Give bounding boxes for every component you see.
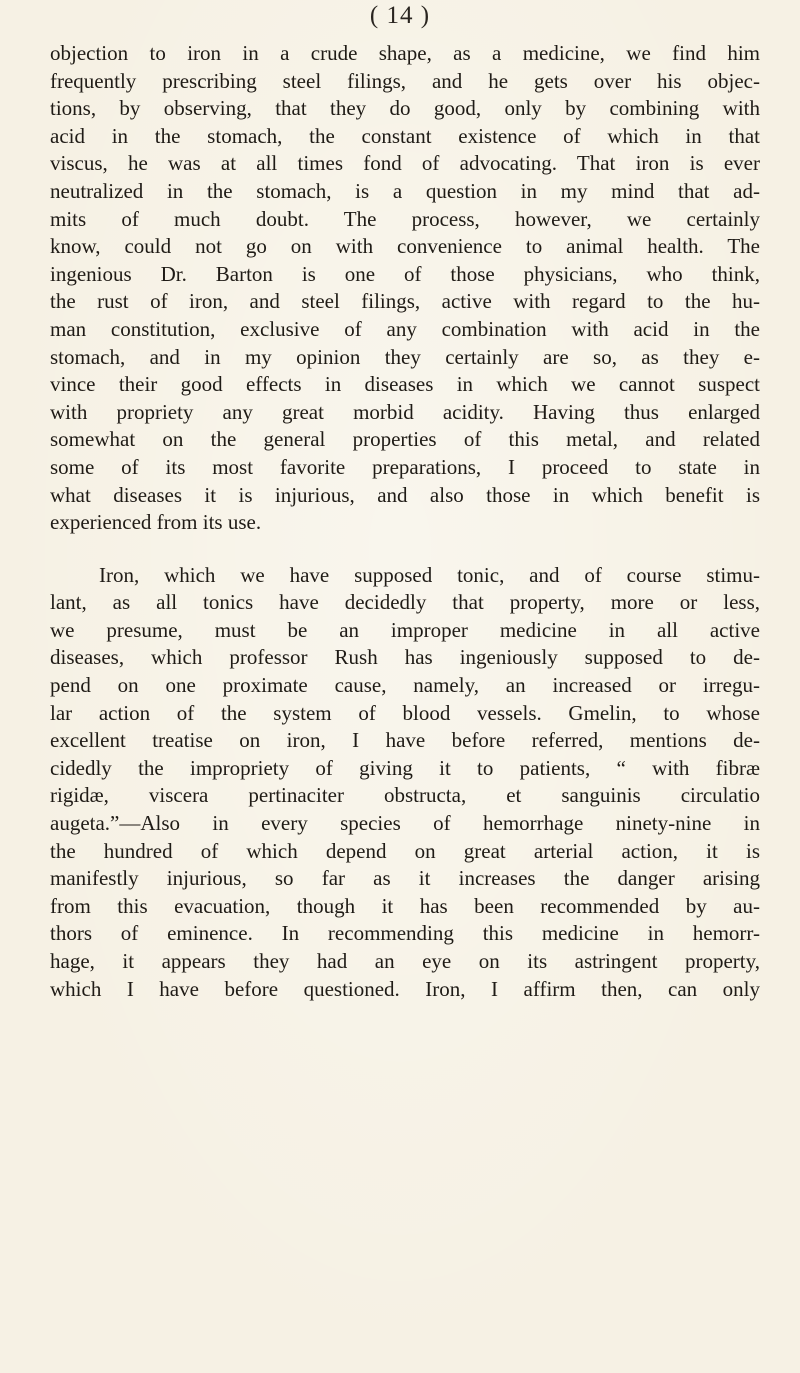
text-line: the rust of iron, and steel filings, active with regard to the hu-	[50, 289, 760, 314]
text-line: excellent treatise on iron, I have before referred, mentions de-	[50, 728, 760, 753]
text-line: neutralized in the stomach, is a question in my mind that ad-	[50, 178, 760, 203]
text-line: Iron, which we have supposed tonic, and of course stimu-	[99, 562, 760, 587]
text-line: stomach, and in my opinion they certainly are so, as they e-	[50, 344, 760, 369]
text-line: which I have before questioned. Iron, I affirm then, can only	[50, 976, 760, 1001]
text-line: tions, by observing, that they do good, only by combining with	[50, 96, 760, 121]
text-line: manifestly injurious, so far as it increases the danger arising	[50, 866, 760, 891]
text-line: viscus, he was at all times fond of advocating. That iron is ever	[50, 151, 760, 176]
text-line: man constitution, exclusive of any combination with acid in the	[50, 316, 760, 341]
text-line: ingenious Dr. Barton is one of those physicians, who think,	[50, 261, 760, 286]
text-line: pend on one proximate cause, namely, an increased or irregu-	[50, 673, 760, 698]
text-line: lant, as all tonics have decidedly that property, more or less,	[50, 590, 760, 615]
text-line: thors of eminence. In recommending this medicine in hemorr-	[50, 921, 760, 946]
text-line: we presume, must be an improper medicine in all active	[50, 617, 760, 642]
text-line: augeta.”—Also in every species of hemorrhage ninety-nine in	[50, 811, 760, 836]
text-line: cidedly the impropriety of giving it to patients, “ with fibræ	[50, 755, 760, 780]
text-line: diseases, which professor Rush has ingeniously supposed to de-	[50, 645, 760, 670]
text-line: frequently prescribing steel filings, and he gets over his objec-	[50, 68, 760, 93]
text-line: with propriety any great morbid acidity. Having thus enlarged	[50, 399, 760, 424]
text-line: rigidæ, viscera pertinaciter obstructa, et sanguinis circulatio	[50, 783, 760, 808]
text-line: experienced from its use.	[50, 510, 262, 535]
text-line: acid in the stomach, the constant existence of which in that	[50, 123, 760, 148]
text-line: mits of much doubt. The process, however, we certainly	[50, 206, 760, 231]
text-line: from this evacuation, though it has been recommended by au-	[50, 893, 760, 918]
page-number: ( 14 )	[369, 2, 431, 29]
text-line: some of its most favorite preparations, I proceed to state in	[50, 454, 760, 479]
text-line: somewhat on the general properties of this metal, and related	[50, 427, 760, 452]
text-line: vince their good effects in diseases in which we cannot suspect	[50, 372, 760, 397]
text-line: lar action of the system of blood vessels. Gmelin, to whose	[50, 700, 760, 725]
text-line: what diseases it is injurious, and also those in which benefit is	[50, 482, 760, 507]
paragraph-spacer	[50, 537, 760, 562]
paragraph-2	[50, 562, 760, 1004]
paragraph-1	[50, 40, 760, 537]
text-line: hage, it appears they had an eye on its astringent property,	[50, 949, 760, 973]
text-line: know, could not go on with convenience to animal health. The	[50, 234, 760, 259]
body-text	[50, 40, 760, 1003]
text-line: objection to iron in a crude shape, as a medicine, we find him	[50, 41, 760, 65]
text-line: the hundred of which depend on great arterial action, it is	[50, 838, 760, 863]
